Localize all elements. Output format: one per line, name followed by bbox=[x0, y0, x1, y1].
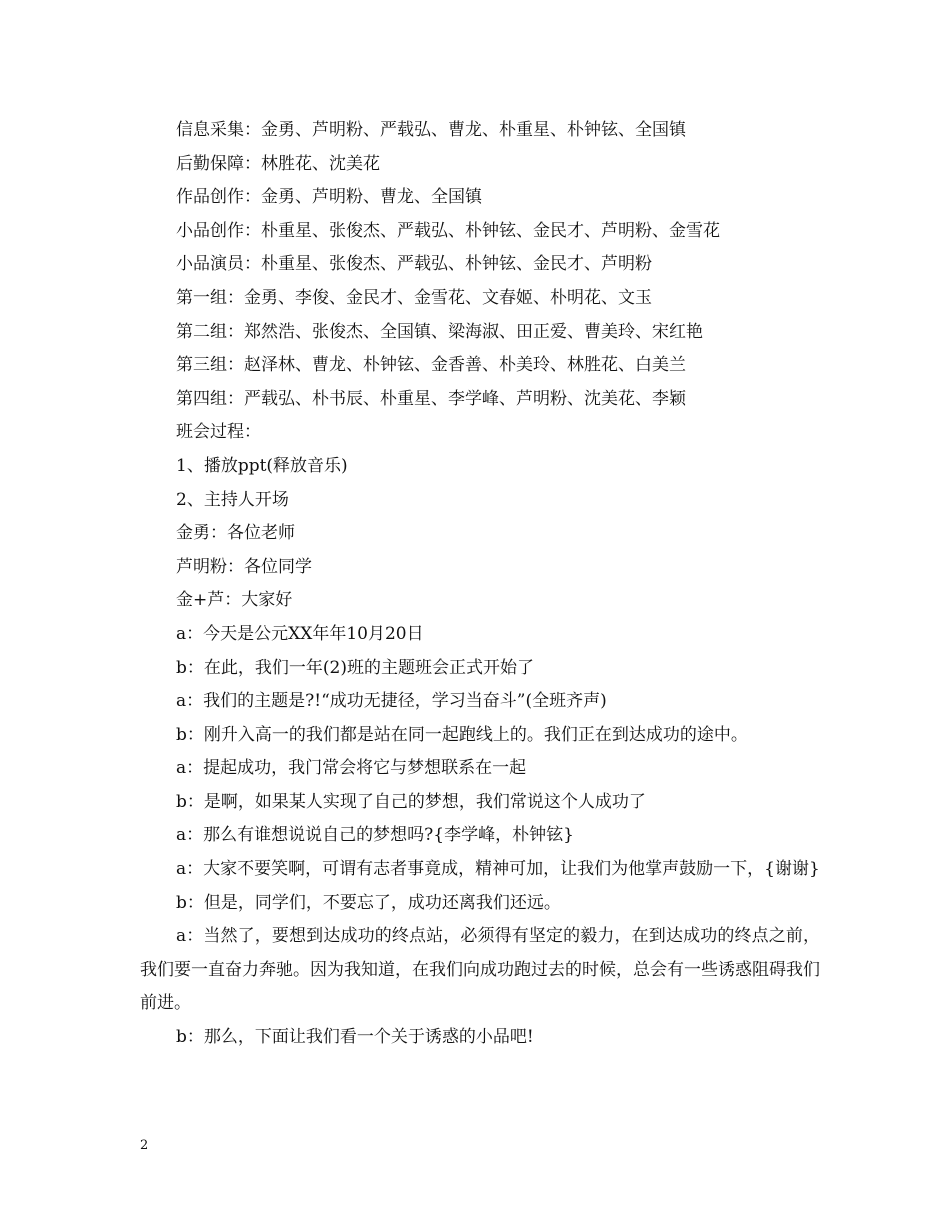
text-line: a：那么有谁想说说自己的梦想吗?{李学峰，朴钟铉} bbox=[176, 825, 574, 846]
text-line: 1、播放ppt(释放音乐) bbox=[176, 455, 348, 476]
text-line: a：今天是公元XX年年10月20日 bbox=[176, 623, 424, 644]
text-line: 金勇：各位老师 bbox=[176, 523, 295, 544]
text-line: 作品创作：金勇、芦明粉、曹龙、全国镇 bbox=[176, 187, 482, 208]
text-line: a：我们的主题是?!“成功无捷径，学习当奋斗”(全班齐声) bbox=[176, 691, 607, 712]
text-line: 金+芦：大家好 bbox=[176, 590, 293, 611]
text-line: 芦明粉：各位同学 bbox=[176, 556, 312, 577]
text-line: 2、主持人开场 bbox=[176, 489, 289, 510]
text-line: 第一组：金勇、李俊、金民才、金雪花、文春姬、朴明花、文玉 bbox=[176, 287, 652, 308]
text-paragraph: a：大家不要笑啊，可谓有志者事竟成，精神可加，让我们为他掌声鼓励一下，{谢谢} bbox=[176, 859, 820, 880]
text-line: 后勤保障：林胜花、沈美花 bbox=[176, 153, 380, 174]
text-line: 小品演员：朴重星、张俊杰、严载弘、朴钟铉、金民才、芦明粉 bbox=[176, 254, 652, 275]
document-body bbox=[140, 114, 820, 1055]
page-number: 2 bbox=[140, 1138, 149, 1153]
text-line: b：但是，同学们，不要忘了，成功还离我们还远。 bbox=[176, 892, 561, 913]
text-line: 第二组：郑然浩、张俊杰、全国镇、梁海淑、田正爱、曹美玲、宋红艳 bbox=[176, 321, 703, 342]
section-heading: 班会过程： bbox=[176, 422, 261, 443]
text-line: b：那么，下面让我们看一个关于诱惑的小品吧! bbox=[176, 1027, 534, 1048]
text-line: b：是啊，如果某人实现了自己的梦想，我们常说这个人成功了 bbox=[176, 791, 646, 812]
text-line: 小品创作：朴重星、张俊杰、严载弘、朴钟铉、金民才、芦明粉、金雪花 bbox=[176, 220, 720, 241]
text-line: 第三组：赵泽林、曹龙、朴钟铉、金香善、朴美玲、林胜花、白美兰 bbox=[176, 355, 686, 376]
text-line: 第四组：严载弘、朴书辰、朴重星、李学峰、芦明粉、沈美花、李颖 bbox=[176, 388, 686, 409]
text-line: b：在此，我们一年(2)班的主题班会正式开始了 bbox=[176, 657, 534, 678]
text-line: b：刚升入高一的我们都是站在同一起跑线上的。我们正在到达成功的途中。 bbox=[176, 724, 748, 745]
text-paragraph: a：当然了，要想到达成功的终点站，必须得有坚定的毅力，在到达成功的终点之前，我们要一直奋力奔驰。因为我知道，在我们向成功跑过去的时候，总会有一些诱惑阻碍我们前进。 bbox=[140, 926, 820, 1014]
text-line: a：提起成功，我门常会将它与梦想联系在一起 bbox=[176, 758, 527, 779]
text-line: 信息采集：金勇、芦明粉、严载弘、曹龙、朴重星、朴钟铉、全国镇 bbox=[176, 120, 686, 140]
